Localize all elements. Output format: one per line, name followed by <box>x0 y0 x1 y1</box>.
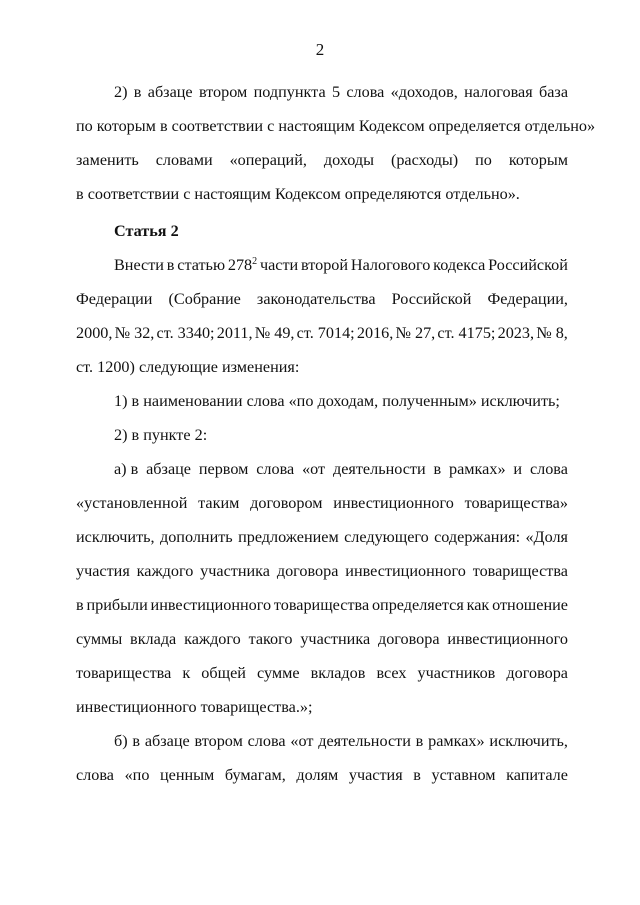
word: 2016, <box>356 324 394 342</box>
word: договора <box>506 664 568 682</box>
word: уставном <box>431 766 496 784</box>
word: вкладов <box>310 664 366 682</box>
word: Налогового <box>350 256 431 274</box>
word: деятельности <box>318 732 411 750</box>
word: в <box>433 460 442 478</box>
word: инвестиционного <box>447 630 568 648</box>
paragraph-line: по которым в соответствии с настоящим Кодексом определяется отдельно» <box>76 117 596 135</box>
word: первом <box>198 460 249 478</box>
word: 5 <box>331 83 341 101</box>
word: всех <box>376 664 407 682</box>
paragraph-line <box>76 452 568 486</box>
word: а) в <box>114 460 139 478</box>
word: абзаце <box>147 83 193 101</box>
word: участника <box>200 562 270 580</box>
word: рамках» <box>449 460 506 478</box>
word: законодательства <box>256 290 376 308</box>
word: вклада <box>130 630 177 648</box>
word: товарищества <box>76 664 172 682</box>
word: второй <box>301 256 349 274</box>
word: инвестиционного <box>150 596 272 614</box>
word: в <box>166 256 175 274</box>
word: «по <box>124 766 150 784</box>
word: б) <box>114 732 128 750</box>
word: предложением <box>238 528 339 546</box>
word: (расходы) <box>390 151 459 169</box>
word: заменить <box>76 151 139 169</box>
word: № 27, <box>395 324 436 342</box>
paragraph-line <box>76 758 568 792</box>
word: договора <box>276 562 339 580</box>
word: товарищества <box>273 596 370 614</box>
word: Российской <box>391 290 472 308</box>
word: по <box>475 151 492 169</box>
word: в <box>132 732 141 750</box>
article-number-base: 278 <box>227 256 253 274</box>
paragraph-line <box>76 282 568 316</box>
list-item: 2) в пункте 2: <box>114 426 208 444</box>
word: общей <box>201 664 246 682</box>
word: и <box>513 460 523 478</box>
word: 2000, <box>76 324 113 342</box>
paragraph-line <box>76 316 568 350</box>
word: втором <box>198 83 248 101</box>
paragraph-line: в соответствии с настоящим Кодексом определяются отдельно». <box>76 185 520 203</box>
word: «от <box>290 732 314 750</box>
word: 2023, <box>497 324 535 342</box>
word: втором <box>194 732 243 750</box>
word: которым <box>508 151 568 169</box>
word: договора <box>377 630 440 648</box>
word: словами <box>155 151 213 169</box>
word: дополнить <box>159 528 233 546</box>
word: № 8, <box>536 324 568 342</box>
word: слова <box>529 460 568 478</box>
word: таким <box>198 494 240 512</box>
paragraph-line: ст. 1200) следующие изменения: <box>76 358 300 376</box>
word: долям <box>296 766 339 784</box>
word: абзаце <box>144 732 190 750</box>
word: определяется <box>371 596 464 614</box>
word: ст. 3340; <box>156 324 215 342</box>
word: сумме <box>257 664 300 682</box>
word: абзаце <box>146 460 191 478</box>
word: «Доля <box>525 528 568 546</box>
word: кодекса <box>433 256 486 274</box>
word: участника <box>300 630 371 648</box>
word: слова <box>247 732 286 750</box>
word: деятельности <box>332 460 426 478</box>
word: в <box>133 83 142 101</box>
word: Внести <box>114 256 164 274</box>
word: капитале <box>506 766 568 784</box>
paragraph-line <box>76 724 568 758</box>
word: участников <box>417 664 496 682</box>
word: в <box>413 766 421 784</box>
word: части <box>259 256 299 274</box>
word: ценным <box>160 766 215 784</box>
word: суммы <box>76 630 123 648</box>
word: подпункта <box>253 83 326 101</box>
word: база <box>539 83 568 101</box>
word: инвестиционного <box>345 562 466 580</box>
word: каждого <box>136 562 194 580</box>
word: налоговая <box>464 83 533 101</box>
article-number <box>228 248 257 282</box>
document-body <box>76 75 596 792</box>
word: договором <box>250 494 323 512</box>
word: в <box>76 596 84 614</box>
word: товарищества» <box>464 494 568 512</box>
word: каждого <box>184 630 241 648</box>
word: № 49, <box>254 324 295 342</box>
word: статью <box>177 256 226 274</box>
word: (Собрание <box>168 290 241 308</box>
paragraph-line <box>76 656 568 690</box>
paragraph-line <box>76 75 568 109</box>
word: содержания: <box>434 528 521 546</box>
word: Российской <box>488 256 568 274</box>
word: к <box>182 664 191 682</box>
word: такого <box>248 630 293 648</box>
word: Федерации <box>76 290 153 308</box>
paragraph-line <box>76 248 568 282</box>
word: слова <box>256 460 295 478</box>
word: «операций, <box>229 151 307 169</box>
paragraph-line: инвестиционного товарищества.»; <box>76 698 313 716</box>
paragraph-line <box>76 143 568 177</box>
word: следующего <box>344 528 429 546</box>
word: 2011, <box>216 324 253 342</box>
word: 2) <box>114 83 128 101</box>
paragraph-line <box>76 588 568 622</box>
paragraph-line <box>76 622 568 656</box>
page-number: 2 <box>315 40 325 59</box>
word: в <box>415 732 424 750</box>
word: участия <box>348 766 403 784</box>
paragraph-line <box>76 486 568 520</box>
word: бумагам, <box>224 766 286 784</box>
paragraph-line <box>76 520 568 554</box>
word: отношение <box>492 596 568 614</box>
article-heading: Статья 2 <box>114 222 179 240</box>
word: участия <box>76 562 130 580</box>
word: ст. 4175; <box>437 324 496 342</box>
word: рамках» <box>428 732 485 750</box>
word: «установленной <box>76 494 188 512</box>
article-number-superscript: 2 <box>252 256 258 267</box>
word: доходы <box>323 151 375 169</box>
word: как <box>466 596 490 614</box>
list-item: 1) в наименовании слова «по доходам, полученным» исключить; <box>114 392 560 410</box>
paragraph-line <box>76 554 568 588</box>
word: исключить, <box>489 732 568 750</box>
word: товарищества <box>472 562 568 580</box>
word: слова <box>76 766 114 784</box>
word: инвестиционного <box>333 494 454 512</box>
word: исключить, <box>76 528 155 546</box>
word: № 32, <box>114 324 155 342</box>
word: слова <box>346 83 385 101</box>
word: Федерации, <box>487 290 568 308</box>
word: «от <box>302 460 326 478</box>
word: «доходов, <box>390 83 458 101</box>
word: прибыли <box>86 596 148 614</box>
word: ст. 7014; <box>296 324 355 342</box>
